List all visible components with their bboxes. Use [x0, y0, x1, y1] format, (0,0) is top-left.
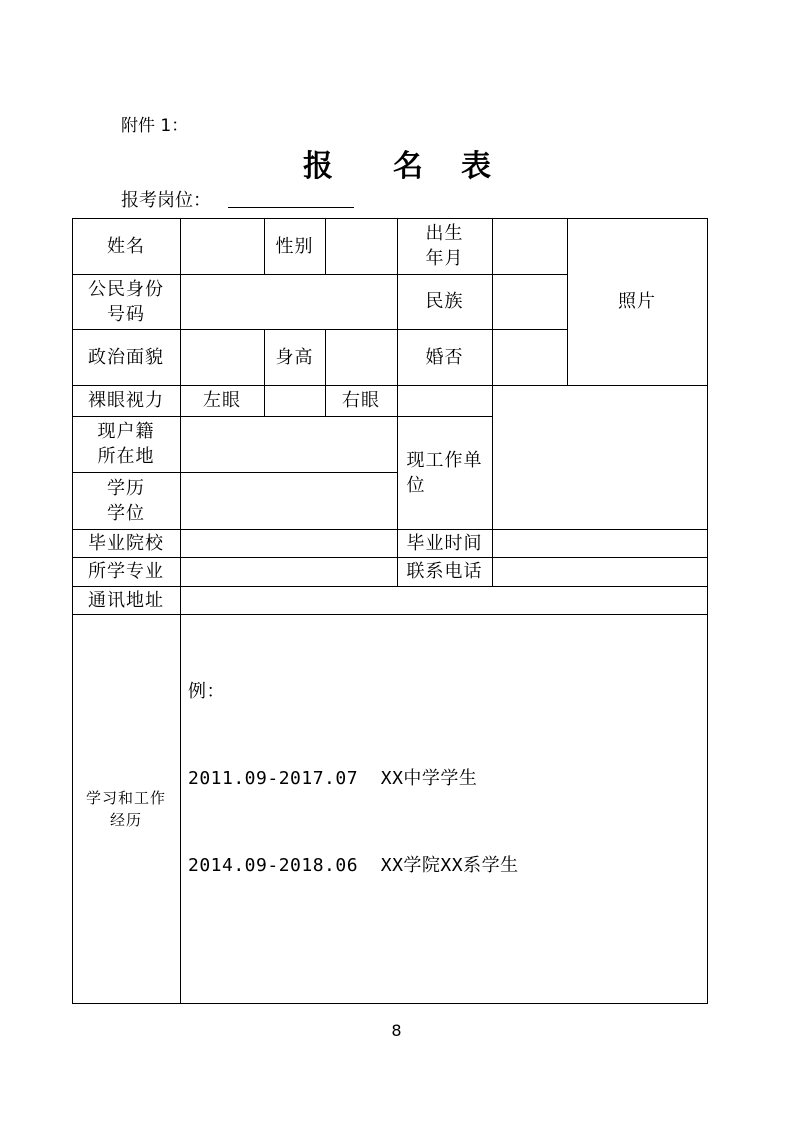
major-label: 所学专业 [88, 561, 164, 582]
grad-time-label: 毕业时间 [406, 532, 483, 554]
birth-label: 出生 年月 [425, 223, 464, 269]
phone-label: 联系电话 [406, 561, 483, 582]
marital-field[interactable] [493, 330, 567, 385]
example-line: 2011.09-2017.07 XX中学学生 [188, 768, 478, 789]
major-field[interactable] [181, 558, 397, 586]
ethnicity-label: 民族 [425, 291, 464, 312]
id-number-label: 公民身份 号码 [88, 278, 164, 325]
politics-label: 政治面貌 [88, 346, 164, 368]
address-field[interactable] [181, 587, 707, 614]
left-eye-field[interactable] [265, 386, 325, 416]
height-field[interactable] [326, 330, 397, 385]
address-label: 通讯地址 [88, 589, 164, 611]
table-line [72, 1003, 708, 1004]
example-line: 2014.09-2018.06 XX学院XX系学生 [188, 855, 519, 876]
title-char-3: 表 [461, 149, 491, 184]
height-label: 身高 [275, 346, 314, 368]
history-example [188, 619, 519, 909]
politics-field[interactable] [181, 330, 264, 385]
education-field[interactable] [181, 473, 397, 529]
ethnicity-field[interactable] [493, 275, 567, 329]
position-label: 报考岗位： [121, 190, 211, 211]
table-line [707, 218, 708, 1004]
gender-field[interactable] [326, 219, 397, 274]
history-label: 学习和工作 经历 [85, 788, 166, 829]
title-char-1: 报 [303, 149, 333, 184]
workplace-label: 现工作单 位 [406, 449, 483, 496]
phone-field[interactable] [493, 558, 707, 586]
example-label: 例： [188, 681, 225, 702]
hukou-label: 现户籍 所在地 [97, 421, 155, 467]
hukou-field[interactable] [181, 417, 397, 472]
birth-field[interactable] [493, 219, 567, 274]
right-eye-field[interactable] [398, 386, 492, 416]
education-label: 学历 学位 [107, 477, 145, 524]
grad-time-field[interactable] [493, 530, 707, 557]
name-label: 姓名 [107, 235, 145, 257]
title-char-2: 名 [393, 149, 423, 184]
workplace-field[interactable] [493, 386, 707, 529]
id-number-field[interactable] [181, 275, 397, 329]
right-eye-label: 右眼 [342, 390, 380, 411]
school-label: 毕业院校 [88, 532, 164, 554]
gender-label: 性别 [275, 235, 314, 257]
vision-label: 裸眼视力 [88, 390, 164, 411]
photo-box[interactable]: 照片 [618, 291, 656, 312]
name-field[interactable] [181, 219, 264, 274]
page-number: 8 [391, 1021, 402, 1040]
school-field[interactable] [181, 530, 397, 557]
left-eye-label: 左眼 [203, 390, 241, 411]
marital-label: 婚否 [425, 346, 464, 368]
attachment-label: 附件 1： [121, 116, 189, 136]
